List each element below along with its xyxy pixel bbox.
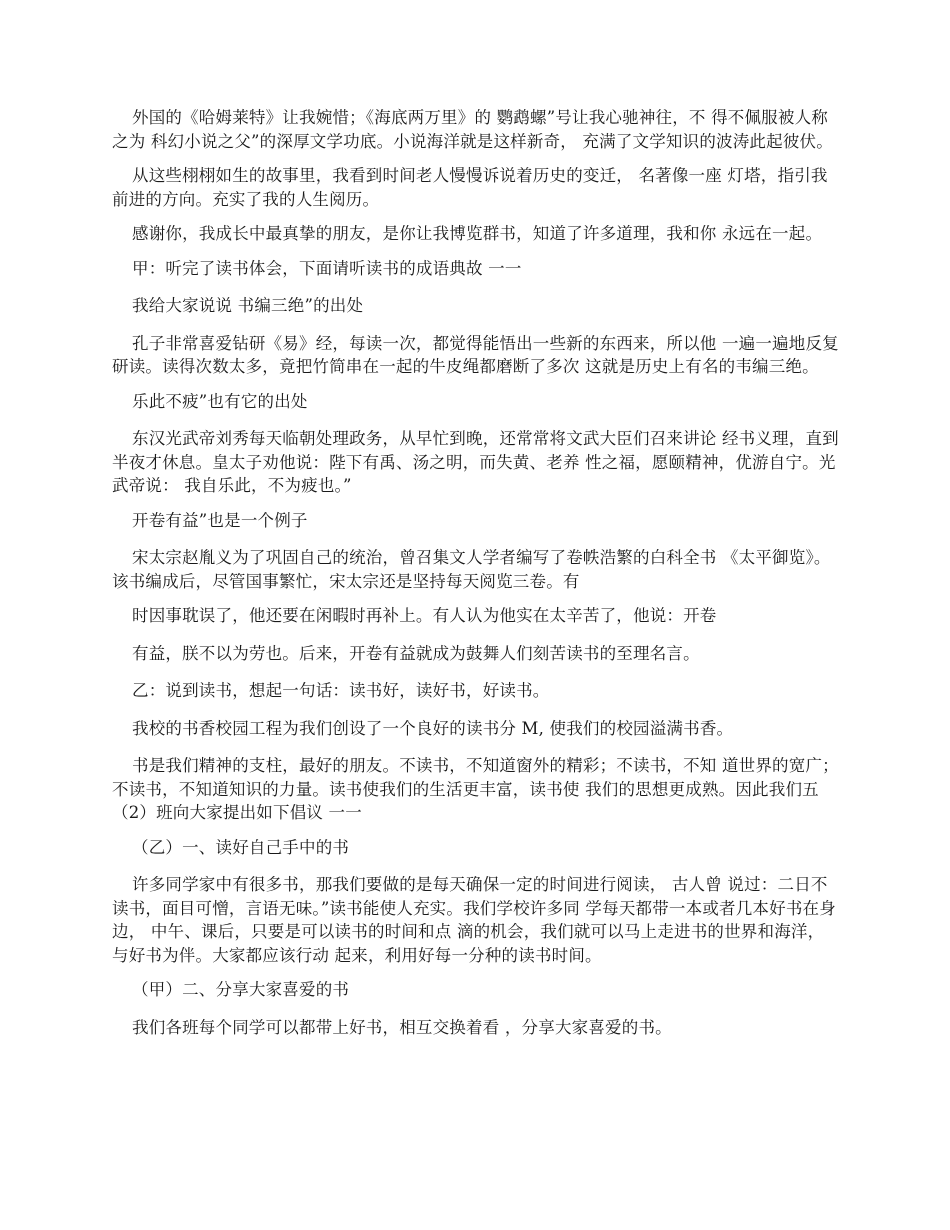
paragraph: 感谢你，我成长中最真挚的朋友，是你让我博览群书，知道了许多道理，我和你 永远在一起。 (132, 224, 823, 243)
paragraph: 我给大家说说 书编三绝”的出处 (132, 296, 364, 315)
paragraph: 时因事耽误了，他还要在闲暇时再补上。有人认为他实在太辛苦了，他说：开卷 (132, 606, 717, 625)
paragraph: 东汉光武帝刘秀每天临朝处理政务，从早忙到晚，还常常将文武大臣们召来讲论 经书义理，直到半夜才休息。皇太子劝他说：陛下有禹、汤之明，而失黄、老养 性之福，愿颐精神，优游自宁。光武帝说： 我自乐此，不为疲也。” (112, 429, 839, 495)
document-body (112, 106, 840, 1053)
paragraph: 孔子非常喜爱钻研《易》经，每读一次，都觉得能悟出一些新的东西来，所以他 一遍一遍地反复研读。读得次数太多，竟把竹简串在一起的牛皮绳都磨断了多次 这就是历史上有名的韦编三绝。 (112, 333, 839, 376)
paragraph: 有益，朕不以为劳也。后来，开卷有益就成为鼓舞人们刻苦读书的至理名言。 (132, 643, 700, 663)
paragraph: 外国的《哈姆莱特》让我婉惜；《海底两万里》的 鹦鹉螺”号让我心驰神往，不 得不佩服被人称之为 科幻小说之父”的深厚文学功底。小说海洋就是这样新奇， 充满了文学知识的波涛此起彼伏。 (112, 108, 833, 151)
paragraph: （甲）二、分享大家喜爱的书 (132, 980, 350, 999)
paragraph: 甲：听完了读书体会，下面请听读书的成语典故 一一 (132, 258, 522, 278)
paragraph: 我校的书香校园工程为我们创设了一个良好的读书分 M, 使我们的校园溢满书香。 (132, 718, 734, 738)
paragraph: 我们各班每个同学可以都带上好书，相互交换着看 ，分享大家喜爱的书。 (132, 1017, 672, 1037)
paragraph: 宋太宗赵胤义为了巩固自己的统治，曾召集文人学者编写了卷帙浩繁的白科全书 《太平御览》。该书编成后，尽管国事繁忙，宋太宗还是坚持每天阅览三卷。有 (112, 548, 831, 591)
paragraph: 开卷有益”也是一个例子 (132, 510, 308, 530)
paragraph: 书是我们精神的支柱，最好的朋友。不读书，不知道窗外的精彩；不读书，不知 道世界的宽广；不读书，不知道知识的力量。读书使我们的生活更丰富，读书使 我们的思想更成熟。因此我们五（2）班向大家提出如下倡议 一一 (112, 756, 839, 822)
paragraph: 从这些栩栩如生的故事里，我看到时间老人慢慢诉说着历史的变迁， 名著像一座 灯塔，指引我前进的方向。充实了我的人生阅历。 (112, 166, 828, 209)
paragraph: （乙）一、读好自己手中的书 (132, 837, 350, 857)
paragraph: 许多同学家中有很多书，那我们要做的是每天确保一定的时间进行阅读， 古人曾 说过：二日不读书，面目可憎，言语无味。”读书能使人充实。我们学校许多同 学每天都带一本或者几本好书在身边， 中午、课后，只要是可以读书的时间和点 滴的机会，我们就可以马上走进书的世界和海洋， 与好书为伴。大家都应该行动 起来，利用好每一分种的读书时间。 (112, 875, 836, 965)
paragraph: 乙：说到读书，想起一句话：读书好，读好书，好读书。 (132, 681, 550, 700)
paragraph: 乐此不疲”也有它的出处 (132, 391, 308, 411)
